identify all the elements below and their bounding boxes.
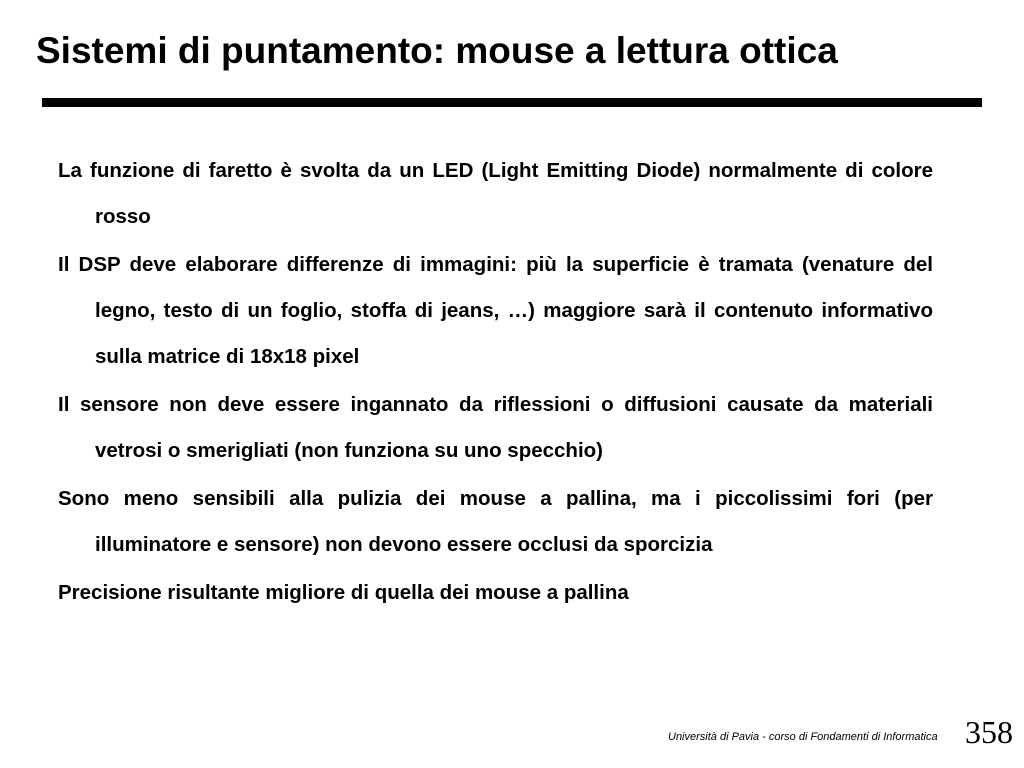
footer-course-text: Università di Pavia - corso di Fondamenti di Informatica — [668, 731, 938, 743]
paragraph-dsp: Il DSP deve elaborare differenze di immagini: più la superficie è tramata (venature del legno, testo di un foglio, stoffa di jeans, …) maggiore sarà il contenuto informativo sulla matrice di 18x18 pixel — [58, 253, 933, 368]
page-number: 358 — [965, 714, 1013, 750]
paragraph-precision: Precisione risultante migliore di quella dei mouse a pallina — [58, 581, 629, 604]
paragraph-cleanliness: Sono meno sensibili alla pulizia dei mouse a pallina, ma i piccolissimi fori (per illuminatore e sensore) non devono essere occlusi da sporcizia — [58, 487, 933, 556]
slide-content — [58, 148, 933, 618]
paragraph-led: La funzione di faretto è svolta da un LED (Light Emitting Diode) normalmente di colore rosso — [58, 159, 933, 228]
paragraph-sensor: Il sensore non deve essere ingannato da riflessioni o diffusioni causate da materiali vetrosi o smerigliati (non funziona su uno specchio) — [58, 393, 933, 462]
title-divider — [42, 98, 982, 107]
slide-title: Sistemi di puntamento: mouse a lettura ottica — [36, 30, 838, 71]
